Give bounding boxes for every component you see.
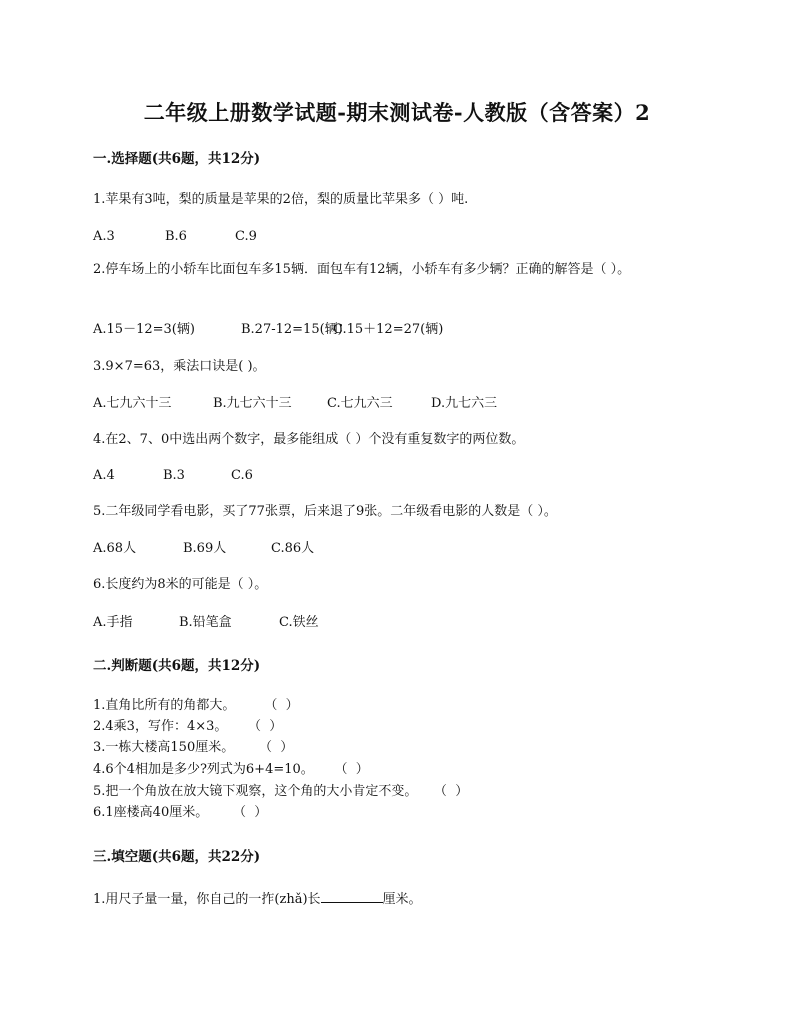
judge-item: 1.直角比所有的角都大。 （ ） <box>93 698 299 713</box>
judge-item: 2.4乘3，写作：4×3。 （ ） <box>93 719 283 734</box>
section-heading-fill: 三.填空题(共6题，共22分) <box>93 849 261 865</box>
option: A.15－12=3(辆) <box>93 322 195 337</box>
option: C.15＋12=27(辆) <box>333 322 444 337</box>
question-3: 3.9×7=63，乘法口诀是( )。 <box>93 359 266 374</box>
judge-item: 3.一栋大楼高150厘米。 （ ） <box>93 740 294 755</box>
question-5-options <box>93 540 314 558</box>
question-2-options <box>93 321 443 339</box>
option: B.27-12=15(辆) <box>241 322 343 337</box>
question-1-options <box>93 228 257 246</box>
option: C.86人 <box>271 541 315 556</box>
judge-item: 6.1座楼高40厘米。 （ ） <box>93 805 268 820</box>
option: D.九七六三 <box>431 396 498 411</box>
question-4: 4.在2、7、0中选出两个数字，最多能组成（ ）个没有重复数字的两位数。 <box>93 432 525 447</box>
question-5: 5.二年级同学看电影，买了77张票，后来退了9张。二年级看电影的人数是（ ）。 <box>93 504 557 519</box>
option: A.4 <box>93 468 115 483</box>
option: B.6 <box>165 229 187 244</box>
option: C.9 <box>235 229 257 244</box>
fill-question-1-unit: 厘米。 <box>382 892 422 907</box>
option: A.手指 <box>93 615 133 630</box>
question-1: 1.苹果有3吨，梨的质量是苹果的2倍，梨的质量比苹果多（ ）吨. <box>93 192 469 207</box>
page-title: 二年级上册数学试题-期末测试卷-人教版（含答案）2 <box>143 100 651 125</box>
option: B.3 <box>163 468 185 483</box>
option: A.68人 <box>93 541 137 556</box>
option: C.6 <box>231 468 253 483</box>
judge-item: 4.6个4相加是多少?列式为6+4=10。 （ ） <box>93 762 369 777</box>
fill-question-1 <box>93 890 422 909</box>
option: B.九七六十三 <box>213 396 292 411</box>
option: B.铅笔盒 <box>179 615 232 630</box>
question-4-options <box>93 467 253 485</box>
judge-item: 5.把一个角放在放大镜下观察，这个角的大小肯定不变。 （ ） <box>93 784 469 799</box>
question-3-options <box>93 395 497 413</box>
section-heading-choice: 一.选择题(共6题，共12分) <box>93 151 261 167</box>
option: A.七九六十三 <box>93 396 172 411</box>
option: B.69人 <box>183 541 227 556</box>
question-6: 6.长度约为8米的可能是（ ）。 <box>93 577 268 592</box>
option: C.七九六三 <box>327 396 393 411</box>
option: A.3 <box>93 229 115 244</box>
question-2: 2.停车场上的小轿车比面包车多15辆．面包车有12辆，小轿车有多少辆？正确的解答是（ ）。 <box>93 262 631 277</box>
question-6-options <box>93 614 319 632</box>
section-heading-judge: 二.判断题(共6题，共12分) <box>93 658 261 674</box>
option: C.铁丝 <box>279 615 319 630</box>
answer-blank[interactable] <box>321 890 383 903</box>
fill-question-1-text: 1.用尺子量一量，你自己的一拃(zhǎ)长 <box>93 892 321 907</box>
